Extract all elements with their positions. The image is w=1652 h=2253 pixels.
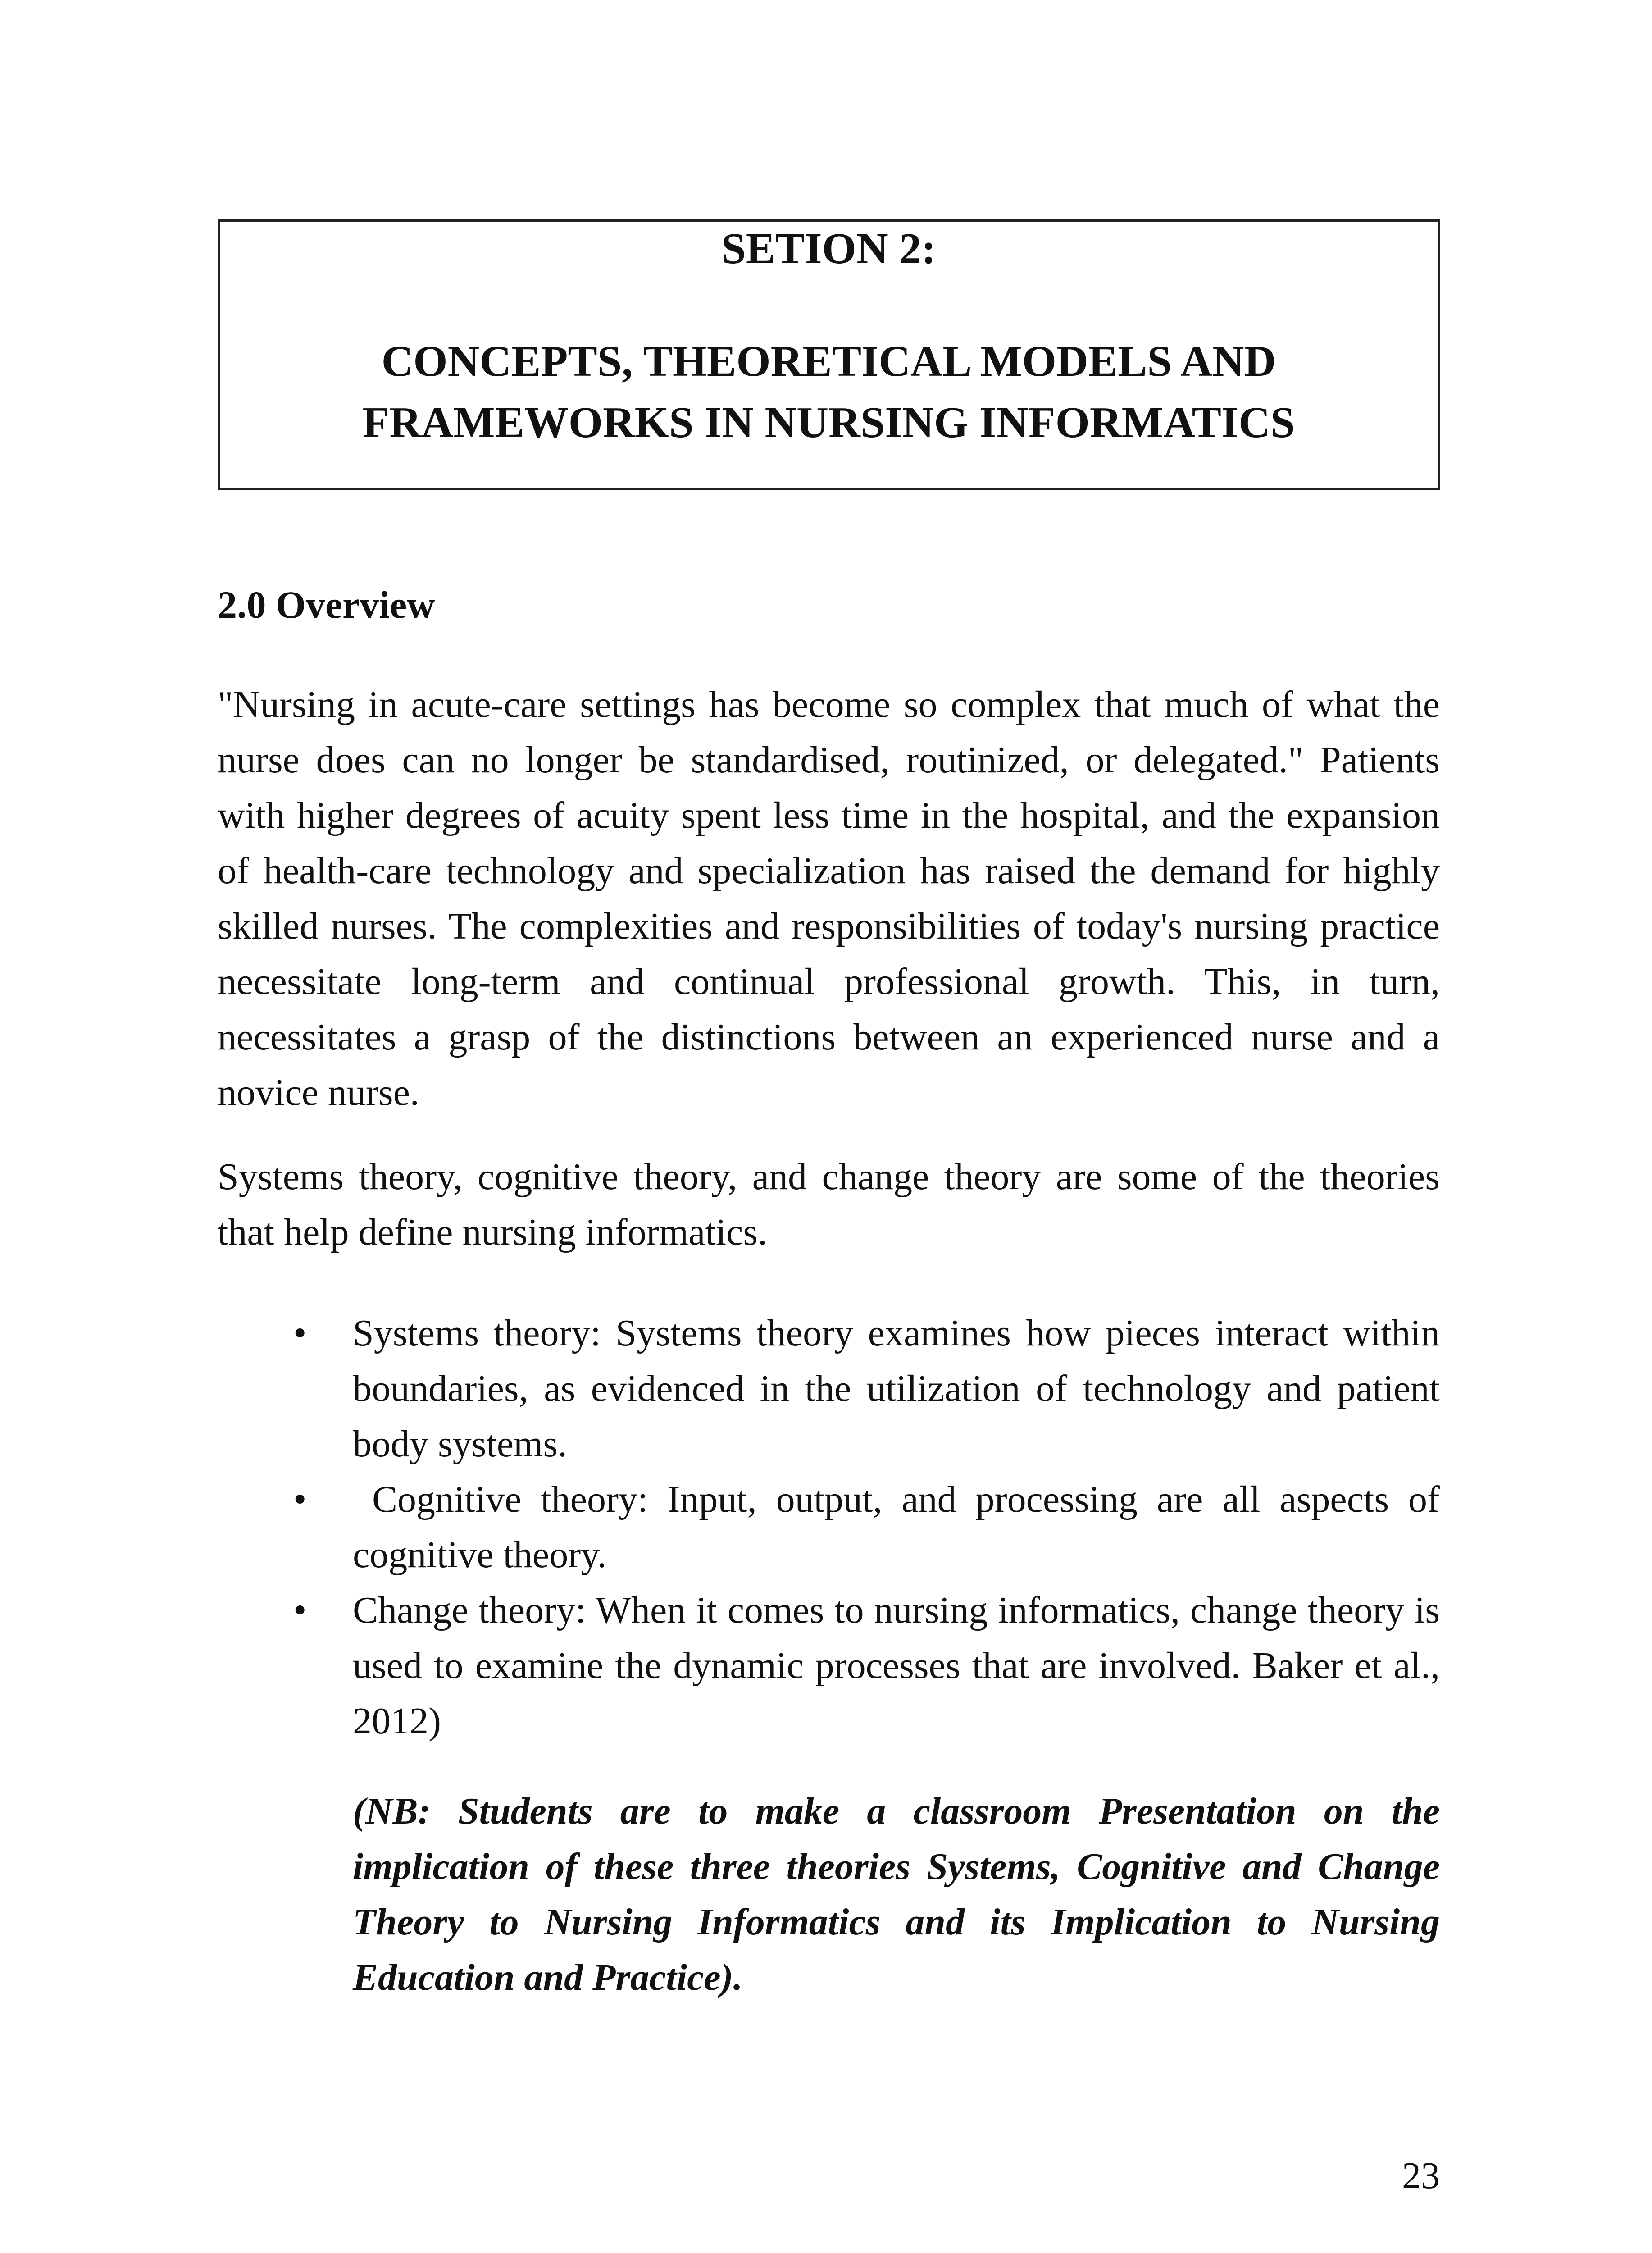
section-title-line-2: FRAMEWORKS IN NURSING INFORMATICS <box>362 398 1295 447</box>
overview-paragraph-2: Systems theory, cognitive theory, and change theory are some of the theories that help define nursing informatics. <box>218 1156 1440 1253</box>
page-number-text: 23 <box>1402 2155 1440 2197</box>
overview-heading: 2.0 Overview <box>218 583 435 626</box>
page-number <box>1388 2155 1440 2197</box>
theories-bullet-list <box>218 1305 1450 1749</box>
bullet-change-theory <box>218 1583 1440 1749</box>
bullet-text: Cognitive theory: Input, output, and processing are all aspects of cognitive theory. <box>353 1478 1450 1576</box>
overview-paragraph-1: "Nursing in acute-care settings has become so complex that much of what the nurse does can no longer be standardised, routinized, or delegated." Patients with higher degrees of acuity spent less time in the hospital, and the expansion of health-care technology and specialization has raised the demand for highly skilled nurses. The complexities and responsibilities of today's nursing practice necessitate long-term and continual professional growth. This, in turn, necessitates a grasp of the distinctions between an experienced nurse and a novice nurse. <box>218 684 1440 1113</box>
student-note: (NB: Students are to make a classroom Presentation on the implication of these three theories Systems, Cognitive and Change Theory to Nursing Informatics and its Implication to Nursing Education and Practice). <box>353 1790 1440 1998</box>
bullet-cognitive-theory <box>218 1472 1450 1583</box>
section-title-box <box>218 219 1440 490</box>
section-title-line-1: CONCEPTS, THEORETICAL MODELS AND <box>381 337 1276 386</box>
bullet-icon: • <box>293 1312 307 1354</box>
bullet-icon: • <box>293 1589 307 1631</box>
bullet-icon: • <box>293 1478 307 1520</box>
bullet-text: Systems theory: Systems theory examines how pieces interact within boundaries, as evidenced in the utilization of technology and patient body systems. <box>353 1312 1440 1465</box>
bullet-text: Change theory: When it comes to nursing informatics, change theory is used to examine the dynamic processes that are involved. Baker et al., 2012) <box>353 1589 1440 1742</box>
bullet-systems-theory <box>218 1305 1440 1472</box>
section-label: SETION 2: <box>721 224 936 273</box>
